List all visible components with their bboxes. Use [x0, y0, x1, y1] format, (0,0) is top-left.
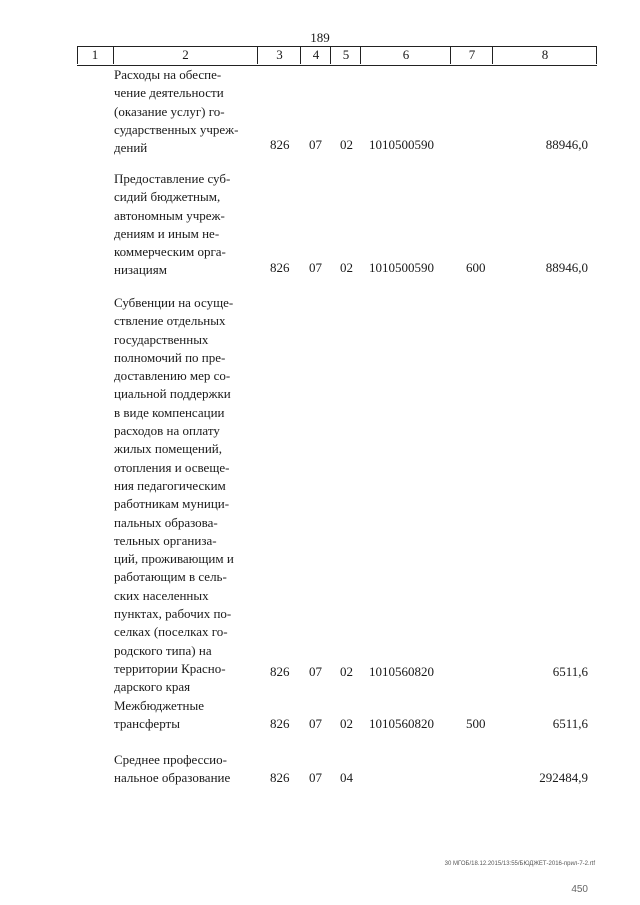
- header-cell: 2: [182, 47, 189, 62]
- header-divider: [360, 46, 361, 64]
- header-cell: 5: [342, 47, 350, 62]
- header-cell: 4: [312, 47, 320, 62]
- subsection-code: 02: [340, 137, 353, 152]
- target-code: 1010560820: [369, 716, 434, 731]
- footer-file-stamp: 30 МГОБ/18.12.2015/13:55/БЮДЖЕТ-2016-прил-7-2.rtf: [444, 861, 595, 867]
- footer-page-number: 450: [571, 884, 588, 895]
- amount: 292484,9: [539, 770, 588, 785]
- header-divider: [450, 46, 451, 64]
- page-number: 189: [310, 30, 330, 45]
- ministry-code: 826: [270, 137, 290, 152]
- header-divider: [257, 46, 258, 64]
- header-cell: 3: [276, 47, 283, 62]
- header-divider: [492, 46, 493, 64]
- row-name: Среднее профессио- нальное образование: [114, 752, 231, 786]
- header-divider: [113, 46, 114, 64]
- subsection-code: 02: [340, 716, 353, 731]
- subsection-code: 02: [340, 260, 353, 275]
- header-cell: 6: [402, 47, 410, 62]
- ministry-code: 826: [270, 664, 290, 679]
- subsection-code: 04: [340, 770, 353, 785]
- target-code: 1010560820: [369, 664, 434, 679]
- amount: 88946,0: [545, 260, 588, 275]
- subsection-code: 02: [340, 664, 353, 679]
- section-code: 07: [309, 137, 322, 152]
- section-code: 07: [309, 716, 322, 731]
- row-name: Межбюджетные трансферты: [114, 698, 204, 732]
- header-divider: [330, 46, 331, 64]
- section-code: 07: [309, 770, 322, 785]
- expense-type-code: 600: [466, 260, 486, 275]
- expense-type-code: 500: [466, 716, 486, 731]
- header-divider: [596, 46, 597, 64]
- section-code: 07: [309, 664, 322, 679]
- target-code: 1010500590: [369, 260, 434, 275]
- target-code: 1010500590: [369, 137, 434, 152]
- amount: 88946,0: [545, 137, 588, 152]
- row-name: Субвенции на осуще- ствление отдельных государственных полномочий по пре- доставлению мер со- циальной поддержки в виде компенсации расходов на оплату жилых помещений, отопления и освеще- ния педагогическим работникам муници- пальных образова- тельных организа- ций, проживающим и работающим в сель- ских населенных пунктах, рабочих по- селках (поселках го- родского типа) на территории Красно- дарского края: [114, 295, 234, 695]
- ministry-code: 826: [270, 770, 290, 785]
- amount: 6511,6: [552, 664, 588, 679]
- row-name: Предоставление суб- сидий бюджетным, автономным учреж- дениям и иным не- коммерческим орга- низациям: [114, 171, 231, 278]
- header-cell: 7: [468, 47, 476, 62]
- row-name: Расходы на обеспе- чение деятельности (оказание услуг) го- сударственных учреж- дений: [114, 67, 239, 156]
- ministry-code: 826: [270, 716, 290, 731]
- section-code: 07: [309, 260, 322, 275]
- header-divider: [300, 46, 301, 64]
- amount: 6511,6: [552, 716, 588, 731]
- header-cell: 1: [91, 47, 99, 62]
- header-divider: [77, 46, 78, 64]
- header-cell: 8: [541, 47, 549, 62]
- ministry-code: 826: [270, 260, 290, 275]
